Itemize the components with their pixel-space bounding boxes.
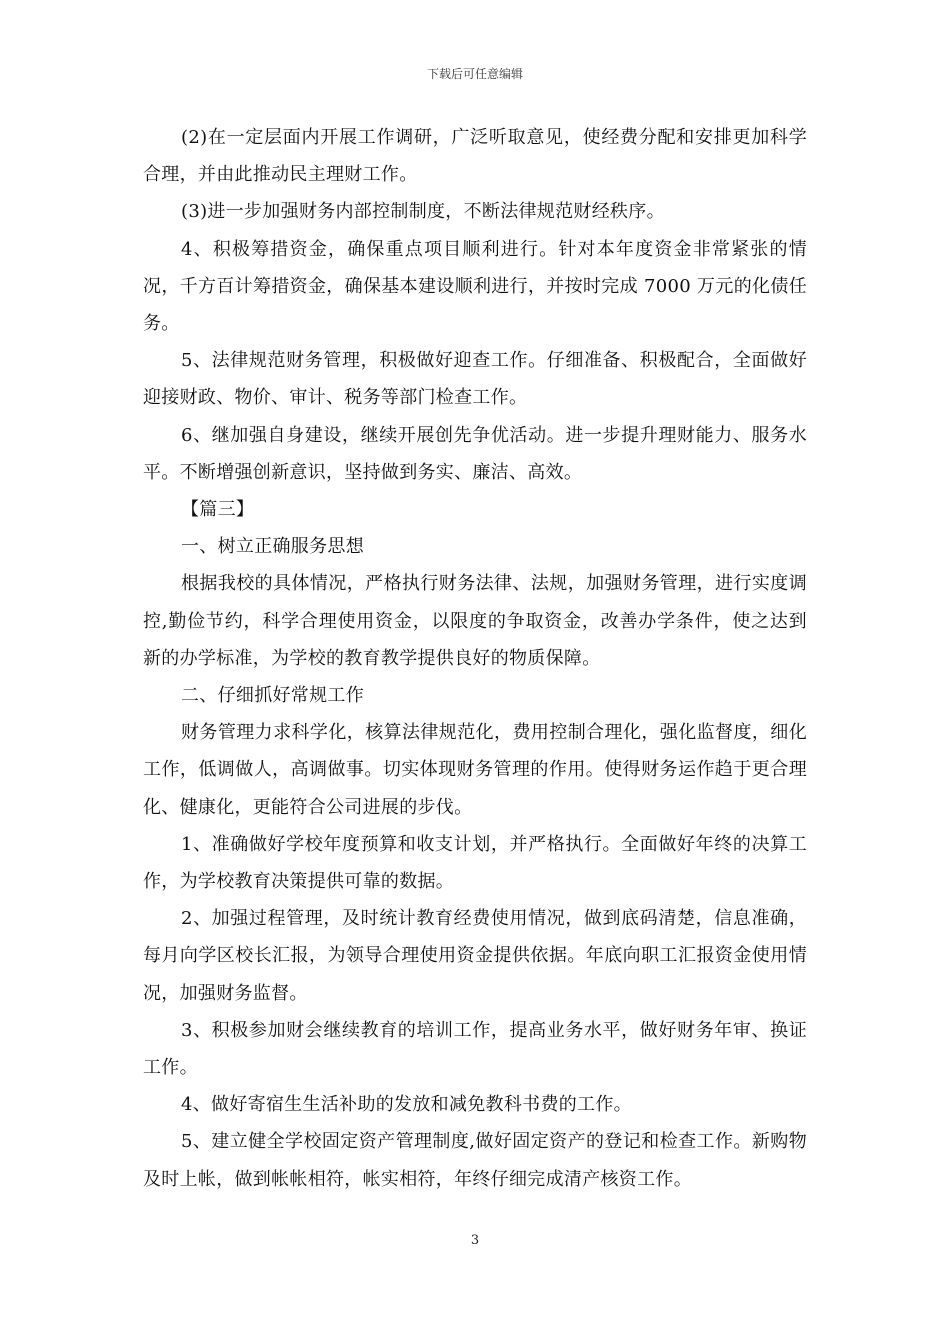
paragraph: 4、做好寄宿生生活补助的发放和减免教科书费的工作。: [181, 1094, 632, 1116]
paragraph: 财务管理力求科学化，核算法律规范化，费用控制合理化，强化监督度，细化工作，低调做人，高调做事。切实体现财务管理的作用。使得财务运作趋于更合理化、健康化，更能符合公司进展的步伐。: [143, 722, 807, 818]
paragraph: (3)进一步加强财务内部控制制度，不断法律规范财经秩序。: [181, 201, 665, 223]
paragraph: 4、积极筹措资金，确保重点项目顺利进行。针对本年度资金非常紧张的情况，千方百计筹措资金，确保基本建设顺利进行，并按时完成 7000 万元的化债任务。: [143, 238, 807, 335]
paragraph: 根据我校的具体情况，严格执行财务法律、法规，加强财务管理，进行实度调控,勤俭节约，科学合理使用资金，以限度的争取资金，改善办学条件，使之达到新的办学标准，为学校的教育教学提供良好的物质保障。: [143, 573, 807, 669]
page-number: 3: [470, 1233, 480, 1248]
paragraph: 1、准确做好学校年度预算和收支计划，并严格执行。全面做好年终的决算工作，为学校教育决策提供可靠的数据。: [143, 833, 807, 893]
subsection-heading: 二、仔细抓好常规工作: [181, 685, 364, 707]
document-body: [143, 119, 807, 1198]
page-header: 下载后可任意编辑: [426, 67, 523, 81]
paragraph: 6、继加强自身建设，继续开展创先争优活动。进一步提升理财能力、服务水平。不断增强创新意识，坚持做到务实、廉洁、高效。: [143, 424, 807, 483]
subsection-heading: 一、树立正确服务思想: [181, 536, 364, 558]
paragraph: 5、法律规范财务管理，积极做好迎查工作。仔细准备、积极配合，全面做好迎接财政、物价、审计、税务等部门检查工作。: [143, 350, 807, 409]
paragraph: 3、积极参加财会继续教育的培训工作，提高业务水平，做好财务年审、换证工作。: [143, 1019, 807, 1079]
section-heading: 【篇三】: [181, 499, 255, 521]
paragraph: (2)在一定层面内开展工作调研，广泛听取意见，使经费分配和安排更加科学合理，并由此推动民主理财工作。: [143, 127, 807, 186]
paragraph: 5、建立健全学校固定资产管理制度,做好固定资产的登记和检查工作。新购物及时上帐，做到帐帐相符，帐实相符，年终仔细完成清产核资工作。: [143, 1131, 807, 1190]
paragraph: 2、加强过程管理，及时统计教育经费使用情况，做到底码清楚，信息准确，每月向学区校长汇报，为领导合理使用资金提供依据。年底向职工汇报资金使用情况，加强财务监督。: [143, 908, 807, 1004]
